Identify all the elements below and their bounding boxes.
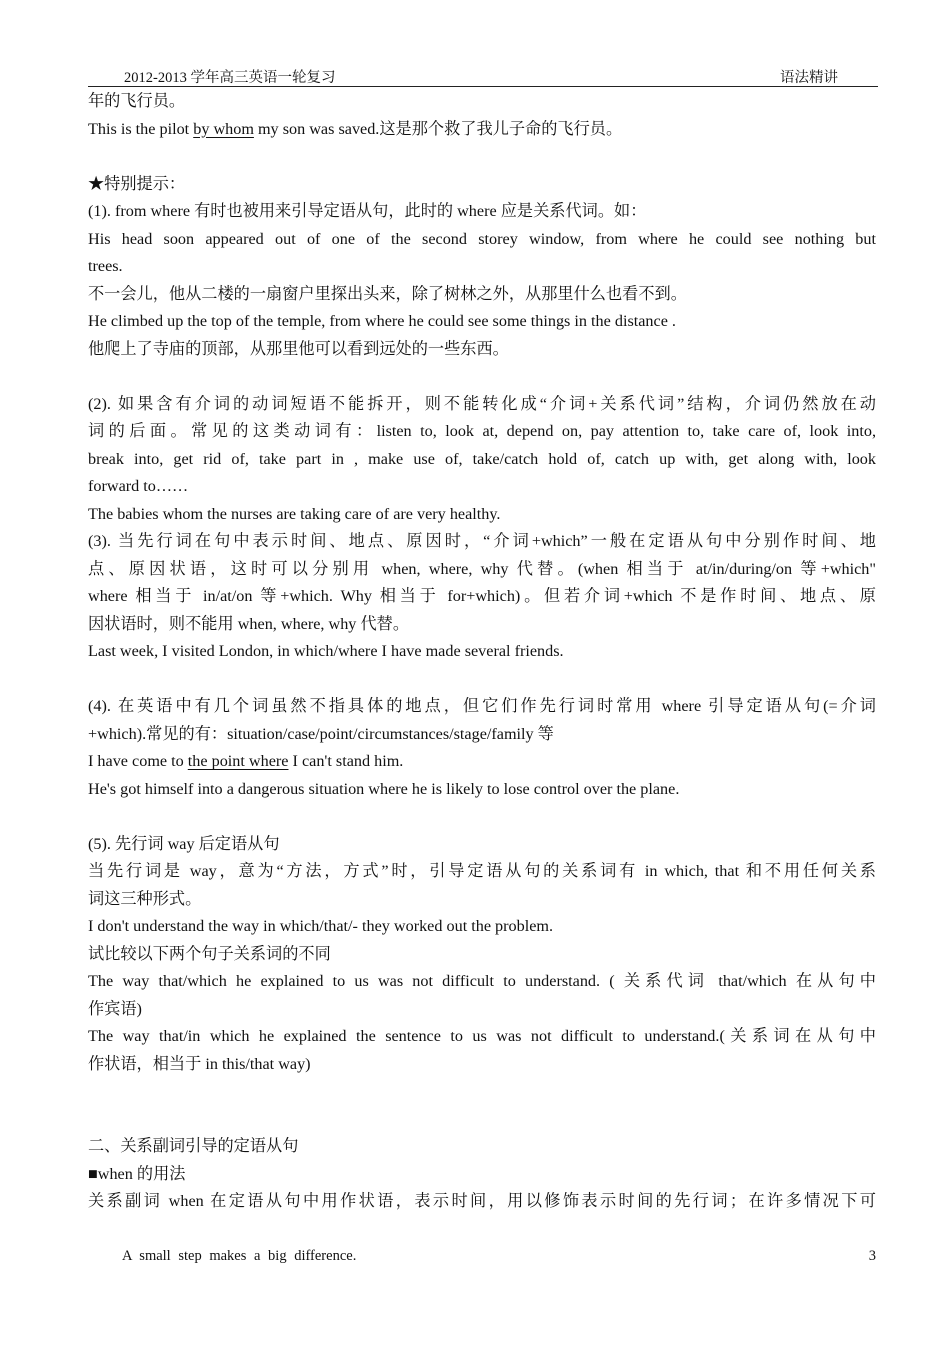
text-line: break into, get rid of, take part in , make use of, take/catch hold of, catch up with, get along with, look — [88, 449, 876, 468]
subsection-heading: ■when 的用法 — [88, 1164, 186, 1183]
tip-4-title: (4). 在英语中有几个词虽然不指具体的地点，但它们作先行词时常用 where 引导定语从句(=介词 — [88, 697, 876, 715]
text-line: His head soon appeared out of one of the second storey window, from where he could see nothing but — [88, 229, 876, 248]
example-sentence: The way that/in which he explained the sentence to us was not difficult to understand.(关系词在从句中 — [88, 1027, 876, 1045]
text-line: 关系副词 when 在定语从句中用作状语，表示时间，用以修饰表示时间的先行词；在许多情况下可 — [88, 1192, 876, 1210]
text-line: 作宾语) — [88, 999, 142, 1018]
text-line: +which).常见的有：situation/case/point/circumstances/stage/family 等 — [88, 724, 554, 743]
text-line: 年的飞行员。 — [88, 92, 186, 110]
example-sentence — [88, 748, 876, 776]
text-line: 当先行词是 way，意为“方法，方式”时，引导定语从句的关系词有 in which, that 和不用任何关系 — [88, 862, 876, 880]
page-number: 3 — [868, 1248, 876, 1264]
text-line: where 相当于 in/at/on 等+which. Why 相当于 for+which)。但若介词+which 不是作时间、地点、原 — [88, 587, 876, 605]
text-line: forward to…… — [88, 477, 189, 495]
example-sentence: He's got himself into a dangerous situation where he is likely to lose control over the plane. — [88, 779, 680, 798]
page-header — [88, 66, 878, 87]
tip-3-title: (3). 当先行词在句中表示时间、地点、原因时，“介词+which”一般在定语从句中分别作时间、地 — [88, 532, 876, 550]
section-heading: 二、关系副词引导的定语从句 — [88, 1137, 299, 1155]
underlined-phrase: by whom — [193, 119, 254, 138]
text-line: 试比较以下两个句子关系词的不同 — [88, 944, 331, 963]
tip-2-title: (2). 如果含有介词的动词短语不能拆开，则不能转化成“介词+关系代词”结构，介词仍然放在动 — [88, 394, 876, 413]
text-line: 词的后面。常见的这类动词有：listen to, look at, depend on, pay attention to, take care of, look into, — [88, 422, 876, 440]
text-line: 作状语，相当于 in this/that way) — [88, 1054, 311, 1073]
footer-motto: A small step makes a big difference. — [122, 1248, 357, 1264]
example-sentence: The way that/which he explained to us was not difficult to understand. ( 关系代词 that/which 在从句中 — [88, 972, 876, 990]
text-line: He climbed up the top of the temple, from where he could see some things in the distance . — [88, 312, 676, 330]
special-tips-heading: ★特别提示： — [88, 174, 186, 193]
text-line: 因状语时，则不能用 when, where, why 代替。 — [88, 614, 410, 633]
header-course-title: 2012-2013 学年高三英语一轮复习 — [124, 70, 336, 86]
example-sentence: I don't understand the way in which/that/- they worked out the problem. — [88, 917, 554, 935]
example-sentence: The babies whom the nurses are taking care of are very healthy. — [88, 504, 501, 523]
example-sentence — [88, 116, 876, 144]
example-sentence: Last week, I visited London, in which/where I have made several friends. — [88, 642, 564, 660]
text-line: trees. — [88, 257, 123, 275]
text-segment: my son was saved.这是那个救了我儿子命的飞行员。 — [253, 119, 623, 138]
tip-5-title: (5). 先行词 way 后定语从句 — [88, 834, 280, 853]
text-line: 不一会儿，他从二楼的一扇窗户里探出头来，除了树林之外，从那里什么也看不到。 — [88, 284, 687, 303]
text-segment: I have come to — [88, 752, 188, 770]
text-segment: This is the pilot — [88, 119, 194, 138]
tip-1-title: (1). from where 有时也被用来引导定语从句，此时的 where 应是关系代词。如： — [88, 202, 647, 220]
text-line: 点、原因状语，这时可以分别用 when, where, why 代替。(when 相当于 at/in/during/on 等+which" — [88, 559, 876, 578]
underlined-phrase: the point where — [187, 752, 289, 770]
header-section-title: 语法精讲 — [780, 70, 838, 86]
text-segment: I can't stand him. — [288, 752, 404, 770]
text-line: 词这三种形式。 — [88, 889, 202, 908]
text-line: 他爬上了寺庙的顶部，从那里他可以看到远处的一些东西。 — [88, 339, 509, 358]
page-content — [88, 88, 876, 1216]
